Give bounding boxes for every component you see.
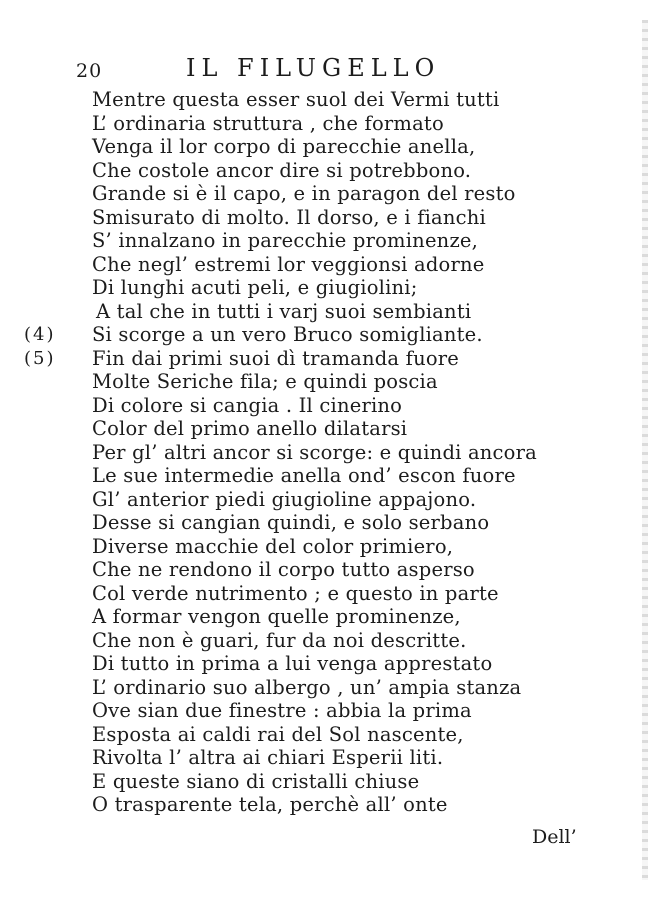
verse-text: L’ ordinario suo albergo , un’ ampia stanza [92,675,522,699]
verse-text: Che ne rendono il corpo tutto asperso [92,558,475,581]
verse-text: Di colore si cangia . Il cinerino [92,393,403,417]
footnote-marker: (4) [24,324,56,345]
verse-line [92,370,552,394]
verse-line [92,723,552,747]
verse-text: Ove sian due finestre : abbia la prima [92,699,472,722]
verse-line [92,441,552,465]
verse-line [92,394,552,418]
verse-text: Per gl’ altri ancor si scorge: e quindi ancora [92,440,537,464]
verse-text: Che negl’ estremi lor veggionsi adorne [92,252,485,276]
page-number: 20 [76,60,103,82]
verse-line [92,629,552,653]
verse-text: S’ innalzano in parecchie prominenze, [92,229,479,252]
verse-line [24,323,552,347]
verse-text: Molte Seriche fila; e quindi poscia [92,370,438,393]
verse-line [92,417,552,441]
verse-line [92,793,552,817]
verse-line [92,88,552,112]
verse-line [92,488,552,512]
verse-text: Gl’ anterior piedi giugioline appajono. [92,487,477,511]
verse-line [92,159,552,183]
verse-line [92,206,552,230]
adjacent-page-edge [642,20,648,880]
verse-text: Fin dai primi suoi dì tramanda fuore [92,346,460,370]
verse-line [92,652,552,676]
verse-line [92,676,552,700]
verse-text: Diverse macchie del color primiero, [92,534,454,558]
catchword: Dell’ [532,826,577,848]
verse-line [92,135,552,159]
verse-line [92,582,552,606]
verse-line [92,699,552,723]
verse-line [92,746,552,770]
verse-text: Col verde nutrimento ; e questo in parte [92,581,499,605]
verse-text: Che costole ancor dire si potrebbono. [92,158,472,182]
verse-text: O trasparente tela, perchè all’ onte [92,793,448,816]
verse-line [92,511,552,535]
verse-text: A tal che in tutti i varj suoi sembianti [96,299,472,323]
verse-text: Di tutto in prima a lui venga apprestato [92,652,493,675]
verse-text: Mentre questa esser suol dei Vermi tutti [92,88,500,111]
verse-line [92,253,552,277]
verse-text: Color del primo anello dilatarsi [92,417,408,440]
running-title: IL FILUGELLO [186,54,441,82]
verse-line [92,112,552,136]
verse-text: Si scorge a un vero Bruco somigliante. [92,323,483,346]
verse-text: Grande si è il capo, e in paragon del resto [92,182,516,205]
verse-text: Esposta ai caldi rai del Sol nascente, [92,722,464,746]
verse-line [92,464,552,488]
footnote-marker: (5) [24,347,56,369]
verse-line [92,558,552,582]
verse-text: L’ ordinaria struttura , che formato [92,111,444,135]
verse-line [92,770,552,794]
verse-line [92,182,552,206]
verse-line [92,535,552,559]
verse-block [24,88,552,817]
verse-line [24,346,552,371]
verse-text: Venga il lor corpo di parecchie anella, [92,135,476,158]
verse-text: E queste siano di cristalli chiuse [92,769,420,793]
verse-text: Le sue intermedie anella ond’ escon fuore [92,464,516,487]
verse-text: Smisurato di molto. Il dorso, e i fianchi [92,205,486,229]
verse-text: Rivolta l’ altra ai chiari Esperii liti. [92,746,444,769]
verse-text: A formar vengon quelle prominenze, [92,605,461,628]
verse-text: Desse si cangian quindi, e solo serbano [92,511,490,534]
verse-line [92,276,552,300]
verse-text: Di lunghi acuti peli, e giugiolini; [92,276,418,299]
verse-line [92,300,552,324]
verse-line [92,229,552,253]
verse-text: Che non è guari, fur da noi descritte. [92,628,467,652]
verse-line [92,605,552,629]
